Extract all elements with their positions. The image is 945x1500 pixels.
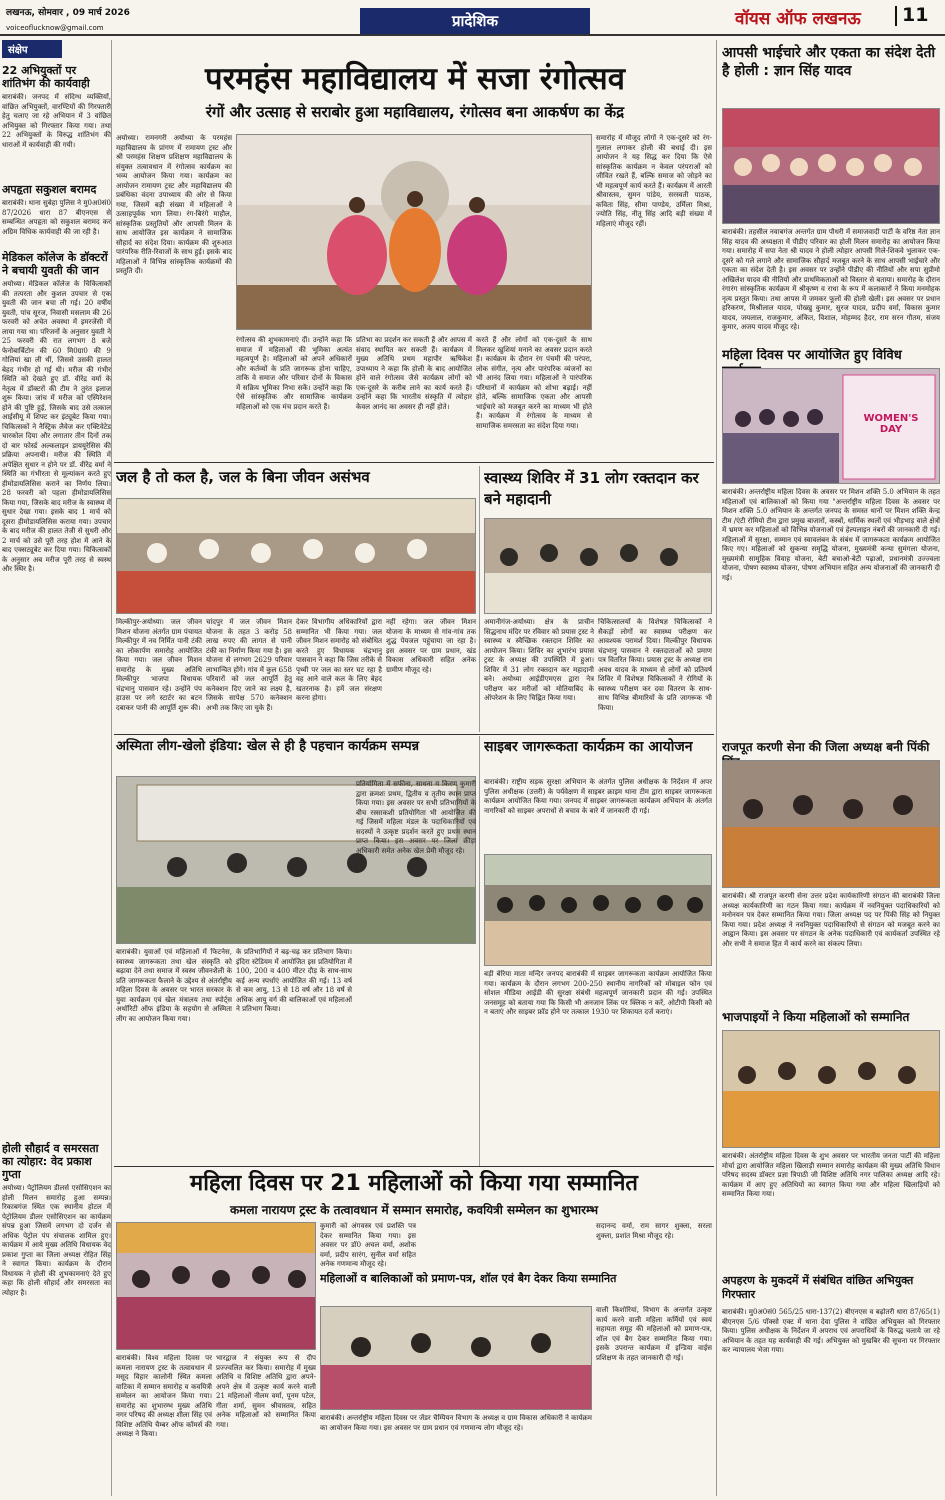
mahila-body-col: भारद्वाज ने संयुक्त रूप से दीप प्रज्ज्वलित कर किया। समारोह में मुख्य अतिथि व विशिष्ट अतिथि द्वारा अपने-अपने क्षेत्र में उत्कृष्ट कार्य करने वाली 21 महिलाओं नीलम वर्मा, पूनम पटेल, गीता शर्मा, सुमन श्रीवास्तव, सहित अनेक महिलाओं को सम्मानित किया गया।	[216, 1354, 316, 1429]
rajput-group-illustration	[723, 761, 940, 888]
mahila-headline: महिला दिवस पर 21 महिलाओं को किया गया सम्मानित	[190, 1171, 638, 1196]
certificate-ceremony-illustration	[321, 1307, 592, 1410]
pramanpatra-photo	[320, 1306, 592, 1410]
right-mid-body: बाराबंकी। अन्तर्राष्ट्रीय महिला दिवस के अवसर पर मिशन शक्ति 5.0 अभियान के तहत महिलाओं एवं बालिकाओं को किया गया "अन्तर्राष्ट्रीय महिला दिवस के अवसर पर मिशन शक्ति 5.0 अभियान के अन्तर्गत जनपद के समस्त थानों पर मिशन शक्ति केन्द्र टीम /एंटी रोमियो टीम द्वारा प्रमुख बाजारों, कस्बों, धार्मिक स्थलों एवं भीड़भाड़ वाले क्षेत्रों में भ्रमण कर महिलाओं को विभिन्न योजनाओं एवं हेल्पलाइन नंबरों की जानकारी दी गई। महिलाओं में सुरक्षा, सम्मान एवं स्वावलंबन के संबंध में जागरूकता कार्यक्रम आयोजित किए गए। महिलाओं को सुकन्या समृद्धि योजना, मुख्यमंत्री कन्या सुमंगला योजना, मुख्यमंत्री सामूहिक विवाह योजना, बेटी बचाओ-बेटी पढ़ाओ, प्रधानमंत्री उज्ज्वला योजना, पोषण स्वास्थ्य योजना, पोषण अभियान सहित अन्य योजनाओं की जानकारी दी गई।	[722, 488, 940, 582]
pramanpatra-headline: महिलाओं व बालिकाओं को प्रमाण-पत्र, शॉल एवं बैग देकर किया सम्मानित	[320, 1272, 617, 1285]
health-body-col: अमानीगंज-अयोध्या। क्षेत्र के प्राचीन सिद्धनाथ मंदिर पर रविवार को प्रयास ट्रस्ट ने स्वास्थ्य व स्वैच्छिक रक्तदान शिविर का आयोजन किया। शिविर का शुभारंभ प्रयास ट्रस्ट के अध्यक्ष की उपस्थिति में हुआ। शिविर में 31 लोग रक्तदान कर महादानी बने। अयोध्या आईडीएमएस द्वारा नेत्र परीक्षण कर मरीजों को मोतियाबिंद के ऑपरेशन के लिए चिह्नित किया गया।	[484, 618, 594, 702]
water-headline: जल है तो कल है, जल के बिना जीवन असंभव	[116, 468, 370, 486]
lead-body-col: रंगोत्सव की शुभकामनाएं दीं। उन्होंने कहा कि समाज में महिलाओं की भूमिका अत्यंत महत्वपूर्ण है। महिलाओं को अपने अधिकारों और कर्तव्यों के प्रति जागरूक होना चाहिए, ताकि वे समाज और परिवार दोनों के विकास में सक्रिय भूमिका निभा सकें। उन्होंने कहा कि ऐसे सांस्कृतिक और सामाजिक कार्यक्रम महिलाओं को एक मंच प्रदान करते हैं।	[236, 336, 352, 411]
brief-headline: मेडिकल कॉलेज के डॉक्टरों ने बचायी युवती की जान	[2, 251, 108, 277]
asmita-body-col: के प्रतिभागियों ने बढ़-चढ़ कर प्रतिभाग किया। इंदिरा स्टेडियम में आयोजित इस प्रतियोगिता में 100, 200 व 400 मीटर दौड़ के साथ-साथ कई अन्य स्पर्धाएं आयोजित की गई। 13 वर्ष से कम आयु, 13 से 18 वर्ष और 18 वर्ष से अधिक आयु वर्ग की बालिकाओं एवं महिलाओं ने प्रतिभाग किया।	[236, 948, 352, 1013]
lead-subhead: रंगों और उत्साह से सराबोर हुआ महाविद्यालय, रंगोत्सव बना आकर्षण का केंद्र	[205, 103, 625, 121]
lead-dance-photo	[236, 134, 592, 330]
mahila-body-col: कुमारी को अंगवस्त्र एवं प्रशस्ति पत्र देकर सम्मानित किया गया। इस अवसर पर डॉ0 अचल वर्मा, अशोक वर्मा, प्रदीप सारंग, सुनील वर्मा सहित अनेक गणमान्य मौजूद रहे।	[320, 1222, 416, 1268]
masthead	[0, 0, 945, 38]
paper-name: वॉयस ऑफ लखनऊ	[735, 9, 861, 29]
water-body-col: नहीं रहेगा। जल जीवन मिशन योजना के माध्यम से गांव-गांव तक शुद्ध पेयजल पहुंचाया जा रहा है। इस अवसर पर ग्राम प्रधान, खंड विकास अधिकारी सहित अनेक ग्रामीण मौजूद रहे।	[386, 618, 476, 674]
date-line: लखनऊ, सोमवार , 09 मार्च 2026	[6, 8, 130, 18]
cyber-divider	[479, 736, 480, 1166]
brief-headline: होली सौहार्द व समरसता का त्योहार: वेद प्रकाश गुप्ता	[2, 1142, 99, 1181]
asmita-body-col: बाराबंकी। युवाओं एवं महिलाओं में फिटनेस, स्वास्थ्य जागरूकता तथा खेल संस्कृति को बढ़ावा देने तथा समाज में स्वस्थ जीवनशैली के प्रति जागरूकता फैलाने के उद्देश्य से अंतर्राष्ट्रीय महिला दिवस के अवसर पर भारत सरकार के युवा कार्यक्रम एवं खेल मंत्रालय तथा स्पोर्ट्स अथॉरिटी ऑफ इंडिया के सहयोग से अस्मिता लीग का आयोजन किया गया।	[116, 948, 232, 1023]
health-headline: स्वास्थ्य शिविर में 31 लोग रक्तदान कर बने महादानी	[484, 469, 699, 508]
right-mid-headline: महिला दिवस पर आयोजित हुए विविध	[722, 348, 902, 363]
page-number: 11	[902, 4, 929, 26]
bjp-headline: भाजपाइयों ने किया महिलाओं को सम्मानित	[722, 1010, 910, 1024]
bjp-photo	[722, 1030, 940, 1148]
holi-gathering-photo	[722, 108, 940, 224]
rajput-photo	[722, 760, 940, 888]
asmita-headline: अस्मिता लीग-खेलो इंडिया: खेल से ही है पहचान कार्यक्रम सम्पन्न	[116, 739, 420, 754]
pramanpatra-body-col: बाराबंकी। अन्तर्राष्ट्रीय महिला दिवस पर जेंडर चैम्पियन विभाग के अध्यक्ष व ग्राम विकास अधिकारी ने कार्यक्रम का आयोजन किया गया। इस अवसर पर ग्राम प्रधान एवं गणमान्य लोग मौजूद रहे।	[320, 1414, 592, 1432]
womens-day-poster-text: WOMEN'S DAY	[863, 413, 919, 435]
section-divider	[114, 734, 714, 735]
water-body-col: चांदपुर में जल जीवन मिशन योजना के तहत 3 करोड़ 58 लाख रुपए की लागत से पानी टंकी का निर्माण किया गया है। इस योजना से लगभग 2629 परिवार लाभान्वित होंगे। गांव में कुल 658 परिवारों को जल आपूर्ति हेतु कनेक्शन दिए जाने का लक्ष्य है, जिसके सापेक्ष 570 कनेक्शन अभी तक किए जा चुके हैं।	[206, 618, 292, 712]
cyber-crowd-illustration	[485, 855, 712, 966]
right-top-body: बाराबंकी। तहसील नवाबगंज अन्तर्गत ग्राम पौधरी में समाजवादी पार्टी के वरिष्ठ नेता ज्ञान सिंह यादव की अध्यक्षता में पीडीए परिवार का होली मिलन समारोह का आयोजन किया गया। समारोह में सपा नेता श्री यादव ने होली त्योहार आपसी गिले-शिकवे भुलाकर एक-दूसरे को गले लगाने और सामाजिक सौहार्द मजबूत करने के साथ आपसी भाईचारे और एकता का संदेश देती है। इस अवसर पर उन्होंने पीडीए की नीतियों और सपा सुप्रीमो अखिलेश यादव की नीतियों और प्राथमिकताओं को विस्तार से बताया। समारोह के दौरान रंगारंग सांस्कृतिक कार्यक्रम में श्रीकृष्ण व राधा के रूप में कलाकारों ने किया मनमोहक नृत्य प्रस्तुत किया। तथा आपस में जमकर फूलों की होली खेली। इस अवसर पर प्रधान हरिकरण, मिश्रीलाल यादव, पोख्खु कुमार, सुरज यादव, प्रदीप वर्मा, विकास कुमार यादव, जयलाल, राजकुमार, अंकित, विशाल, मोहम्मद हैदर, राम सरन गौतम, संजय कुमार, अजय यादव मौजूद रहे।	[722, 228, 940, 331]
brief-headline: 22 अभियुक्तों पर शांतिभंग की कार्यवाही	[2, 64, 90, 90]
health-photo	[484, 518, 712, 614]
cyber-body-col: बड़ी बेरिया माता मन्दिर जनपद बाराबंकी में साइबर जागरूकता कार्यक्रम आयोजित किया गया। कार्यक्रम के दौरान लगभग 200-250 स्थानीय नागरिकों को मोबाइल फोन एवं सोशल मीडिया आईडी की सुरक्षा संबंधी महत्वपूर्ण जानकारी प्रदान की गई। उपस्थित जनसमूह को बताया गया कि किसी भी अनजान लिंक पर क्लिक न करें, ओटीपी किसी को न बताएं और साइबर फ्रॉड होने पर तत्काल 1930 पर शिकायत दर्ज कराएं।	[484, 970, 712, 1016]
health-body-col: चिकित्सालयों के विशेषज्ञ चिकित्सकों ने सैकड़ों लोगों का स्वास्थ्य परीक्षण कर आवश्यक परामर्श दिया। मिल्कीपुर विधायक चंद्रभानु पासवान ने रक्तदाताओं को प्रमाण पत्र वितरित किया। प्रयास ट्रस्ट के अध्यक्ष राम अवध यादव के माध्यम से लोगों को प्रतिवर्ष शिविर में विशेषज्ञ चिकित्सकों ने रोगियों के स्वास्थ्य परीक्षण कर दवा वितरण के साथ-साथ विभिन्न बीमारियों के प्रति जागरूक भी किया।	[598, 618, 712, 712]
mahila-body-col: सदानन्द वर्मा, राम सागर शुक्ला, सरला शुक्ला, प्रशांत मिश्रा मौजूद रहे।	[596, 1222, 712, 1240]
water-ceremony-illustration	[117, 499, 476, 614]
briefs-column	[2, 40, 112, 1496]
lead-body-col: करते हैं और लोगों को एक-दूसरे के साथ मिलकर खुशियां मनाने का अवसर प्रदान करते हैं। कार्यक्रम के दौरान रंग पंचमी की परंपरा, लोक संगीत, नृत्य और पारंपरिक व्यंजनों का भी आनंद लिया गया। महिलाओं ने पारंपरिक परिधानों में कार्यक्रम को शोभा बढ़ाई। नहीं होते, बल्कि सामाजिक एकता और आपसी भाईचारे को मजबूत करने का माध्यम भी होते हैं। कार्यक्रम में रंगोत्सव के माध्यम से सामाजिक समरसता का संदेश दिया गया।	[476, 336, 592, 430]
lead-body-col: प्रतिभा का प्रदर्शन कर सकती हैं और आपस में संवाद स्थापित कर सकती हैं। कार्यक्रम में मुख्य अतिथि प्रथम महापौर ऋषिकेश उपाध्याय ने कहा कि होली के बाद आयोजित होने वाले रंगोत्सव जैसे कार्यक्रम लोगों को एक-दूसरे के करीब लाने का कार्य करते हैं। उन्होंने कहा कि भारतीय संस्कृति में त्योहार केवल आनंद का अवसर ही नहीं होते।	[356, 336, 472, 411]
website: voiceoflucknow@gmail.com	[6, 24, 104, 32]
dance-stage-illustration	[237, 135, 592, 330]
cyber-photo	[484, 854, 712, 966]
masthead-rule	[0, 34, 945, 36]
brief-body: बाराबंकी। जनपद में संदिग्ध व्यक्तियों, वांछित अभियुक्तों, वारण्टियों की गिरफ्तारी हेतु चलाए जा रहे अभियान में 3 वांछित अभियुक्त को गिरफ्तार किया गया। तथा 22 अभियुक्तों के विरुद्ध शांतिभंग की धाराओं में कार्यवाही की गयी।	[2, 93, 111, 149]
rajput-headline: राजपूत करणी सेना की जिला अध्यक्ष बनी पिंकी	[722, 740, 930, 754]
mahila-body-col: बाराबंकी। विश्व महिला दिवस पर कमला नारायण ट्रस्ट के तत्वावधान में मसूद विहार कालोनी स्थित कमला वाटिका में सम्मान समारोह व कवयित्री सम्मेलन का आयोजन किया गया। समारोह का शुभारम्भ मुख्य अतिथि नगर परिषद की अध्यक्ष शीला सिंह एवं विशिष्ट अतिथि चैम्बर ऑफ कॉमर्स की अध्यक्ष ने किया।	[116, 1354, 212, 1438]
brief-body: अयोध्या। पेट्रोलियम डीलर्स एसोसिएशन का होली मिलन समारोह हुआ सम्पन्न। रिकाबगंज स्थित एक स्थानीय होटल में पेट्रोलियम डीलर एसोसिएशन का कार्यक्रम संपन्न हुआ जिसमें लगभग दो दर्जन से अधिक पेट्रोल पंप संचालक शामिल हुए। कार्यक्रम में आये मुख्य अतिथि विधायक वेद प्रकाश गुप्ता का जिला अध्यक्ष रोहित सिंह ने स्वागत किया। कार्यक्रम के दौरान विधायक ने होली की शुभकामनाएं देते हुए कहा कि होली सौहार्द और समरसता का त्योहार है।	[2, 1184, 111, 1297]
briefs-label: संक्षेप	[2, 40, 62, 58]
brief-headline: अपहृता सकुशल बरामद	[2, 183, 97, 196]
cyber-body-col: बाराबंकी। राष्ट्रीय सड़क सुरक्षा अभियान के अंतर्गत पुलिस अधीक्षक के निर्देशन में अपर पुलिस अधीक्षक (उत्तरी) के पर्यवेक्षण में साइबर क्राइम थाना टीम द्वारा साइबर जागरूकता कार्यक्रम आयोजित किया गया। जनपद में साइबर जागरूकता कार्यक्रम अभियान के अंतर्गत नागरिकों को साइबर अपराधों से बचाव के बारे में जानकारी दी गई।	[484, 778, 712, 815]
lead-body-col: समारोह में मौजूद लोगों ने एक-दूसरे को रंग-गुलाल लगाकर होली की बधाई दी। इस आयोजन ने यह सिद्ध कर दिया कि ऐसे सांस्कृतिक कार्यक्रम न केवल परंपराओं को जीवित रखते हैं, बल्कि समाज को जोड़ने का भी महत्वपूर्ण कार्य करते हैं। कार्यक्रम में आरती श्रीवास्तव, सुमन पांडेय, सरस्वती पाठक, कविता सिंह, सीमा पाण्डेय, उर्मिला मिश्रा, ज्योति सिंह, नीतू सिंह आदि बड़ी संख्या में महिलाएं मौजूद रहीं।	[596, 134, 712, 228]
holi-crowd-illustration	[723, 109, 940, 224]
brief-body: अयोध्या। मेडिकल कॉलेज के चिकित्सकों की तत्परता और कुशल उपचार से एक युवती की जान बचा ली गई। 20 वर्षीय युवती, पांच सूरज, निवासी मसलाम की 26 फरवरी को अचेत अवस्था में इमरजेंसी में लाया गया था। परिजनों के अनुसार युवती ने 25 फरवरी की रात लगभग 8 बजे फेनोबार्बिटोन की 60 मि0ग्रा0 की 9 गोलियां खा ली थीं, जिससे उसकी हालत बेहद गंभीर हो गई थी। मरीज की गंभीर स्थिति को देखते हुए डॉ. वीरेंद्र वर्मा के नेतृत्व में डॉक्टरों की टीम ने तुरंत इलाज शुरू किया। जांच में मरीज को एस्पिरेशन होने की पुष्टि हुई, जिसके बाद उसे तत्काल आईसीयू में शिफ्ट कर इंट्यूबेट किया गया। चिकित्सकों ने नैस्ट्रिक लैवेज कर एक्टिवेटेड चारकोल दिया और लगातार तीन दिनों तक दो बार फोर्स्ड अल्कलाइन डाययूरेसिस की प्रक्रिया अपनायी। मरीज की स्थिति में अपेक्षित सुधार न होने पर डॉ. वीरेंद्र वर्मा ने स्थिति का गंभीरता से मूल्यांकन करते हुए हीमोडायलिसिस कराने का निर्णय लिया। 28 फरवरी को पहला हीमोडायलिसिस किया गया, जिसके बाद मरीज के स्वास्थ्य में सुधार देखा गया। इसके बाद 1 मार्च को दूसरा हीमोडायलिसिस कराया गया। उपचार के बाद मरीज की हालत तेजी से सुधरी और 2 मार्च को उसे पूरी तरह होश में आने के बाद एक्सट्यूबेट कर दिया गया। चिकित्सकों के अनुसार अब मरीज पूरी तरह से स्वस्थ और स्थिर है।	[2, 280, 111, 573]
right-column-divider	[716, 40, 717, 1496]
health-divider	[479, 466, 480, 732]
mahila-award-illustration	[117, 1223, 316, 1350]
section-divider	[114, 1166, 714, 1167]
womens-day-photo	[722, 368, 940, 484]
water-photo	[116, 498, 476, 614]
asmita-body-col: प्रतियोगिता में सफीना, साधना व किरण कुमारी द्वारा क्रमशः प्रथम, द्वितीय व तृतीय स्थान प्राप्त किया गया। इस अवसर पर सभी प्रतिभागियों के बीच रस्साकशी प्रतियोगिता भी आयोजित की गई जिसमें महिला मंडल के पदाधिकारियों एवं सदस्यों ने उत्कृष्ट प्रदर्शन करते हुए प्रथम स्थान प्राप्त किया। इस अवसर पर जिला क्रीड़ा अधिकारी समेत अनेक खेल प्रेमी मौजूद रहे।	[356, 780, 476, 855]
mahila-photo	[116, 1222, 316, 1350]
right-top-headline: आपसी भाईचारे और एकता का संदेश देती है होली : ज्ञान सिंह यादव	[722, 45, 936, 79]
brief-body: बाराबंकी। थाना सुबेहा पुलिस ने मु0अ0सं0 87/2026 धारा 87 बीएनएस से सम्बन्धित अपहृता को सकुशल बरामद कर अग्रिम विधिक कार्यवाही की जा रही है।	[2, 199, 111, 236]
blood-donation-illustration	[485, 519, 712, 614]
kidnap-body: बाराबंकी। मु0अ0सं0 565/25 धारा-137(2) बीएनएस व बढ़ोतरी धारा 87/65(1) बीएनएस 5/6 पॉक्सो एक्ट में थाना देवा पुलिस ने वांछित अभियुक्त को गिरफ्तार किया। पुलिस अधीक्षक के निर्देशन में अपराध एवं अपराधियों के विरुद्ध चलाये जा रहे अभियान के तहत यह कार्यवाही की गई। अभियुक्त को मुखबिर की सूचना पर गिरफ्तार कर न्यायालय भेजा गया।	[722, 1308, 940, 1354]
section-title: प्रादेशिक	[360, 8, 590, 34]
water-body-col: देकर विभागीय अधिकारियों द्वारा सम्मानित भी किया गया। जल जीवन मिशन समारोह को संबोधित करते हुए विधायक चंद्रभानु पासवान ने कहा कि जिस तरीके से पृथ्वी पर जल का स्तर घट रहा है वह आने वाले कल के लिए बेहद खतरनाक है। हमें जल संरक्षण करना होगा।	[296, 618, 382, 702]
rajput-body: बाराबंकी। श्री राजपूत करणी सेना उत्तर प्रदेश कार्यकारिणी संगठन की बाराबंकी जिला अध्यक्ष कार्यकारिणी का गठन किया गया। कार्यक्रम में नवनियुक्त पदाधिकारियों को मनोनयन पत्र देकर सम्मानित किया गया। जिला अध्यक्ष पद पर पिंकी सिंह को नियुक्त किया गया। प्रदेश अध्यक्ष ने नवनियुक्त पदाधिकारियों से संगठन को मजबूत करने का आह्वान किया। इस अवसर पर संगठन के अनेक पदाधिकारी एवं कार्यकर्ता उपस्थित रहे और सभी ने समाज हित में कार्य करने का संकल्प लिया।	[722, 892, 940, 948]
mahila-subhead: कमला नारायण ट्रस्ट के तत्वावधान में सम्मान समारोह, कवयित्री सम्मेलन का शुभारम्भ	[229, 1203, 599, 1217]
lead-headline: परमहंस महाविद्यालय में सजा रंगोत्सव	[204, 61, 625, 97]
kidnap-headline: अपहरण के मुकदमें में संबंधित वांछित अभियुक्त गिरफ्तार	[722, 1274, 914, 1301]
page-number-separator	[895, 6, 897, 26]
bjp-women-illustration	[723, 1031, 940, 1148]
bjp-body: बाराबंकी। अंतर्राष्ट्रीय महिला दिवस के शुभ अवसर पर भारतीय जनता पार्टी की महिला मोर्चा द्वारा आयोजित महिला खिलाड़ी सम्मान समारोह कार्यक्रम की मुख्य अतिथि विधान परिषद सदस्य डॉक्टर प्रज्ञा त्रिपाठी जी विशिष्ट अतिथि नगर पालिका अध्यक्ष आदि रहे। कार्यक्रम में आए हुए अतिथियों का स्वागत किया गया और महिला खिलाड़ियों को सम्मानित किया गया।	[722, 1152, 940, 1198]
cyber-headline: साइबर जागरूकता कार्यक्रम का आयोजन	[484, 739, 693, 755]
section-divider	[114, 462, 714, 463]
pramanpatra-body-col: वाली किशोरियां, विभाग के अन्तर्गत उत्कृष्ट कार्य करने वाली महिला कर्मियों एवं स्वयं सहायता समूह की महिलाओं को प्रमाण-पत्र, शॉल एवं बैग देकर सम्मानित किया गया। इसके उपरान्त कार्यक्रम में इन्डिया वाईस प्रशिक्षण के तहत जानकारी दी गई।	[596, 1306, 712, 1362]
water-body-col: मिल्कीपुर-अयोध्या। जल जीवन मिशन योजना अंतर्गत ग्राम पंचायत मिल्कीपुर में नव निर्मित पानी टंकी का लोकार्पण समारोह आयोजित किया गया। जल जीवन मिशन समारोह के मुख्य अतिथि मिल्कीपुर भाजपा विधायक चंद्रभानु पासवान रहे। उन्होंने पंप हाउस पर लगे स्टार्टर का बटन दबाकर पानी की आपूर्ति शुरू की।	[116, 618, 202, 712]
lead-body-col: अयोध्या। रामनगरी अयोध्या के परमहंस महाविद्यालय के प्रांगण में रामायण ट्रस्ट और श्री परमहंस शिक्षण प्रशिक्षण महाविद्यालय के संयुक्त तत्वावधान में रंगोत्सव कार्यक्रम का भव्य आयोजन किया गया। कार्यक्रम का आयोजन रामायण ट्रस्ट और महाविद्यालय की प्रबंधिका वंदना उपाध्याय की ओर से किया गया, जिसमें बड़ी संख्या में महिलाओं ने उत्साहपूर्वक भाग लिया। रंग-बिरंगे माहौल, सांस्कृतिक प्रस्तुतियों और आपसी मिलन के साथ आयोजित इस कार्यक्रम ने सामाजिक सौहार्द का संदेश दिया। कार्यक्रम की शुरुआत पारंपरिक रीति-रिवाजों के साथ हुई। इसके बाद महिलाओं ने विभिन्न सांस्कृतिक कार्यक्रमों की प्रस्तुति दी।	[116, 134, 232, 275]
